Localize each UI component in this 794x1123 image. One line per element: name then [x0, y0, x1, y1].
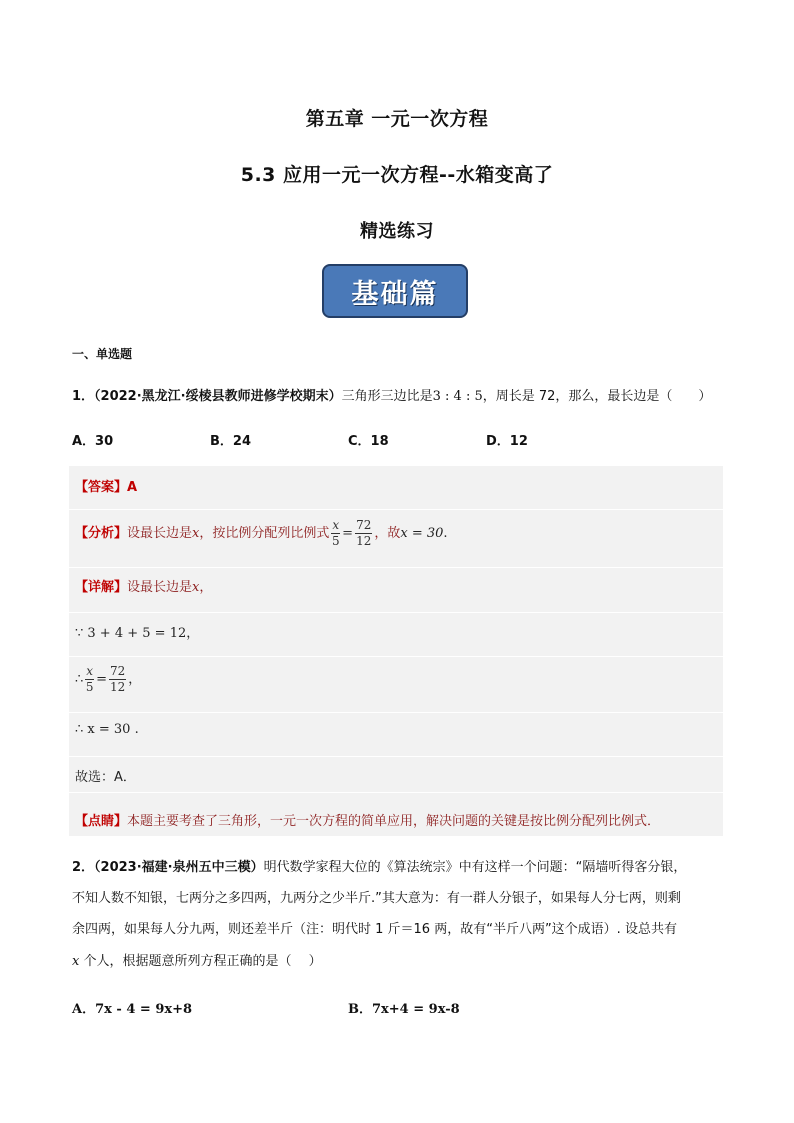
answer-value: A [127, 480, 138, 495]
option-a: A．30 [72, 434, 114, 449]
question-text: 三角形三边比是 [341, 389, 433, 404]
analysis-tag: 【分析】 [75, 526, 128, 541]
option-a: A．7x - 4 = 9x+8 [72, 1002, 193, 1017]
question-2-line-3: 余四两，如果每人分九两，则还差半斤（注：明代时 1 斤＝16 两，故有“半斤八两”这个成语）. 设总共有 [72, 922, 677, 937]
lesson-title: 5.3 应用一元一次方程--水箱变高了 [240, 164, 554, 186]
option-d: D．12 [486, 434, 528, 449]
question-2-line-2: 不知人数不知银，七两分之多四两，九两分之少半斤.”其大意为：有一群人分银子，如果每人分七两，则剩 [72, 891, 681, 906]
detail-line: 【详解】设最长边是x， [75, 580, 213, 595]
answer-line [75, 476, 137, 495]
comment-line: 【点睛】本题主要考查了三角形，一元一次方程的简单应用，解决问题的关键是按比例分配列比例式． [75, 814, 661, 829]
option-c: C．18 [348, 434, 389, 449]
option-b: B．7x+4 = 9x-8 [348, 1002, 460, 1017]
question-number: 1． [72, 389, 95, 404]
chapter-title: 第五章 一元一次方程 [305, 108, 489, 130]
question-number: 2． [72, 860, 95, 875]
question-text-2: ，周长是 72，那么，最长边是（ ） [482, 389, 712, 404]
option-b: B．24 [210, 434, 251, 449]
comment-tag: 【点睛】 [75, 814, 128, 829]
subtitle: 精选练习 [360, 221, 434, 242]
answer-box [69, 466, 723, 836]
question-1 [72, 385, 711, 404]
answer-tag: 【答案】 [75, 480, 128, 495]
section-heading: 一、单选题 [72, 347, 133, 361]
question-2-line-4: x 个人，根据题意所列方程正确的是（ ） [72, 954, 322, 969]
step-proportion: ∴ $\frac{x}{5}$ = $\frac{72}{12}$ ， [75, 664, 142, 694]
question-source: （2022·黑龙江·绥棱县教师进修学校期末） [94, 389, 342, 404]
step-sum: ∵ 3 + 4 + 5 = 12， [75, 626, 200, 641]
conclusion: 故选：A． [75, 770, 136, 785]
step-result: ∴ x = 30 . [75, 722, 139, 737]
ratio: 3 : 4 : 5 [432, 389, 483, 404]
question-2-line-1: 2．（2023·福建·泉州五中三模）明代数学家程大位的《算法统宗》中有这样一个问题：“隔墙听得客分银， [72, 860, 687, 875]
level-badge: 基础篇 [322, 264, 468, 318]
fraction-72-over-12: $\frac{72}{12}$ [356, 518, 372, 548]
fraction-x-over-5: $\frac{x}{5}$ [331, 518, 340, 548]
analysis-line: 【分析】设最长边是x，按比例分配列比例式 $\frac{x}{5}$ = $\frac{72}{12}$ ，故x = 30. [75, 518, 448, 548]
question-source: （2023·福建·泉州五中三模） [94, 860, 264, 875]
detail-tag: 【详解】 [75, 580, 128, 595]
